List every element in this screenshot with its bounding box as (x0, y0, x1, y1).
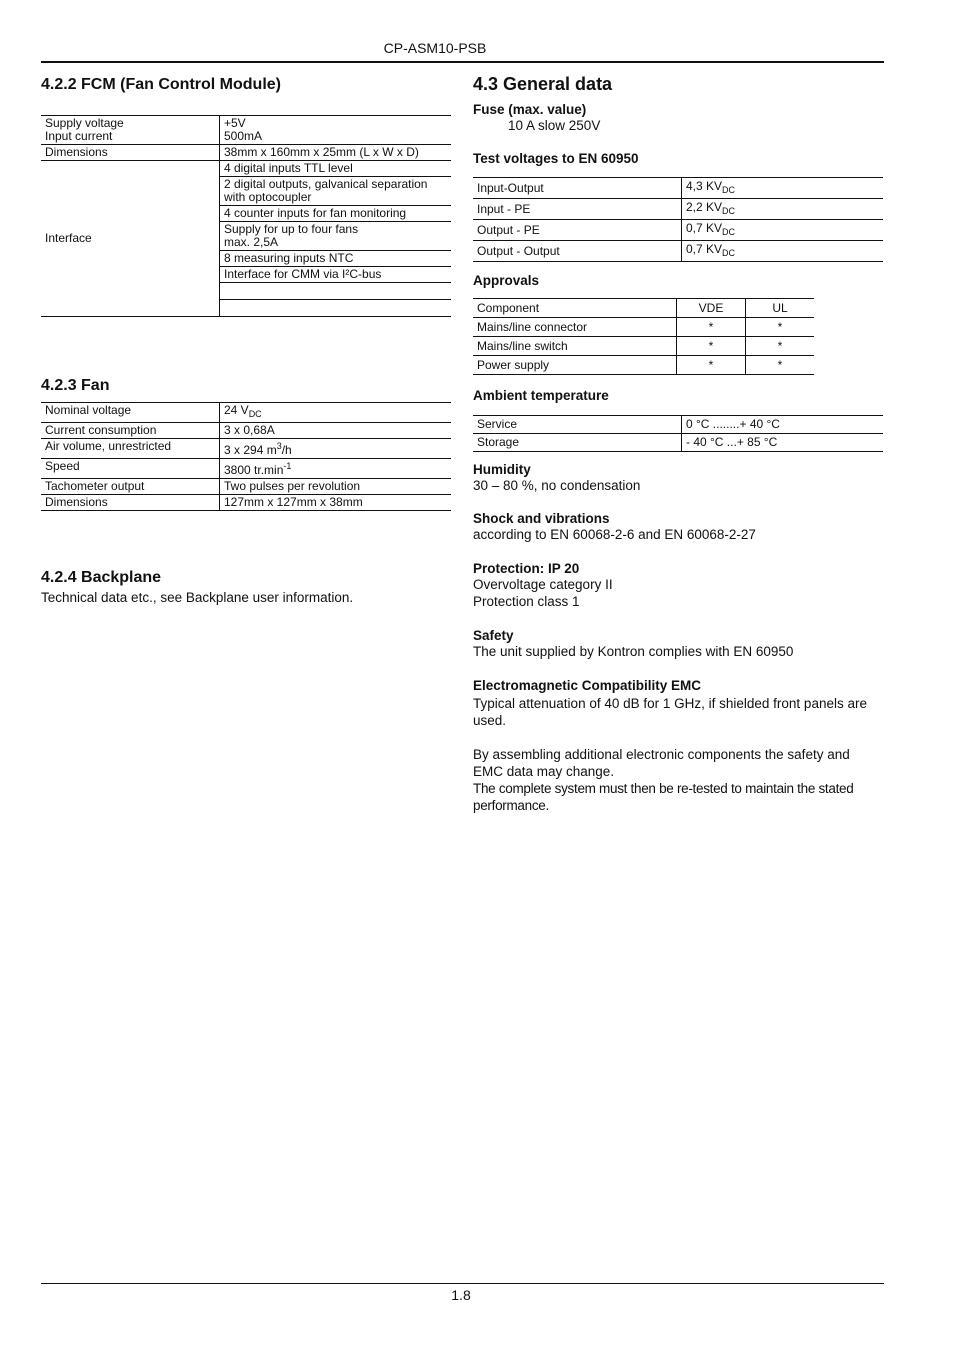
fan-key: Tachometer output (41, 479, 220, 495)
fan-value: 3800 tr.min (224, 463, 284, 477)
general-data-section (473, 74, 883, 814)
fan-table (41, 402, 451, 511)
test-value: 2,2 KV (686, 199, 723, 214)
table-row (473, 356, 814, 375)
ambient-key: Service (473, 416, 682, 434)
backplane-heading: 4.2.4 Backplane (41, 569, 162, 586)
test-value-subscript: DC (722, 247, 736, 258)
fan-key: Dimensions (41, 495, 220, 511)
fcm-section (41, 76, 451, 317)
retest-note: The complete system must then be re-tested to maintain the stated performance. (473, 781, 854, 813)
approvals-cell: * (746, 356, 815, 375)
test-key: Output - Output (473, 241, 682, 262)
table-row (41, 116, 451, 145)
test-value-subscript: DC (722, 184, 736, 195)
fan-value: 3 x 294 m (224, 443, 277, 457)
test-key: Input - PE (473, 199, 682, 220)
fcm-key: Dimensions (41, 145, 220, 161)
approvals-cell: * (746, 318, 815, 337)
fcm-interface-item (220, 300, 452, 317)
protection-line: Protection class 1 (473, 594, 580, 609)
table-row (473, 241, 883, 262)
footer-rule (41, 1283, 884, 1284)
table-row (473, 416, 883, 434)
general-heading: 4.3 General data (473, 74, 613, 94)
fan-key: Current consumption (41, 423, 220, 439)
approvals-cell: Power supply (473, 356, 677, 375)
table-row (41, 479, 451, 495)
fcm-interface-item: 8 measuring inputs NTC (220, 251, 452, 267)
fan-key: Nominal voltage (41, 403, 220, 423)
table-row (41, 423, 451, 439)
approvals-cell: * (677, 337, 746, 356)
shock-text: according to EN 60068-2-6 and EN 60068-2-27 (473, 527, 756, 542)
page-number: 1.8 (451, 1287, 471, 1303)
test-value-subscript: DC (722, 205, 736, 216)
document-title: CP-ASM10-PSB (383, 40, 487, 56)
fan-value-unit: /h (281, 443, 292, 457)
fuse-title: Fuse (max. value) (473, 102, 587, 117)
table-row (41, 161, 451, 177)
test-value: 4,3 KV (686, 178, 723, 193)
table-row (473, 220, 883, 241)
fan-value-subscript: DC (248, 409, 262, 419)
table-row (41, 459, 451, 479)
ambient-value: 0 °C ........+ 40 °C (682, 416, 884, 434)
emc-text: Typical attenuation of 40 dB for 1 GHz, if shielded front panels are used. (473, 696, 867, 728)
test-key: Input-Output (473, 178, 682, 199)
table-row (473, 318, 814, 337)
fcm-interface-item: Interface for CMM via I²C-bus (220, 267, 452, 283)
ambient-title: Ambient temperature (473, 388, 609, 403)
test-key: Output - PE (473, 220, 682, 241)
fcm-interface-item (220, 283, 452, 300)
fcm-heading: 4.2.2 FCM (Fan Control Module) (41, 76, 281, 93)
humidity-title: Humidity (473, 462, 531, 477)
table-row (473, 199, 883, 220)
fuse-value: 10 A slow 250V (508, 118, 601, 133)
fcm-key: Input current (45, 129, 113, 143)
ambient-value: - 40 °C ...+ 85 °C (682, 434, 884, 452)
table-row (41, 145, 451, 161)
approvals-header-cell: UL (746, 299, 815, 318)
table-row (41, 439, 451, 459)
fan-value-superscript: -1 (283, 461, 292, 471)
table-row (473, 337, 814, 356)
approvals-title: Approvals (473, 273, 540, 288)
fcm-interface-item: 2 digital outputs, galvanical separation (224, 177, 428, 191)
backplane-text: Technical data etc., see Backplane user information. (41, 590, 354, 605)
approvals-cell: * (677, 318, 746, 337)
table-row (41, 495, 451, 511)
fan-heading: 4.2.3 Fan (41, 377, 110, 394)
approvals-cell: * (677, 356, 746, 375)
table-row (473, 434, 883, 452)
approvals-cell: Mains/line switch (473, 337, 677, 356)
approvals-cell: Mains/line connector (473, 318, 677, 337)
ambient-key: Storage (473, 434, 682, 452)
table-row (41, 403, 451, 423)
fcm-value: 500mA (224, 129, 263, 143)
table-row (473, 299, 814, 318)
fcm-interface-item: 4 counter inputs for fan monitoring (220, 206, 452, 222)
approvals-header-cell: VDE (677, 299, 746, 318)
table-row (473, 178, 883, 199)
emc-title: Electromagnetic Compatibility EMC (473, 678, 702, 693)
protection-title: Protection: IP 20 (473, 561, 580, 576)
header-rule (41, 61, 884, 63)
fcm-interface-item: 4 digital inputs TTL level (220, 161, 452, 177)
ambient-table (473, 415, 883, 452)
fan-value: 24 V (224, 403, 249, 417)
fan-section (41, 377, 451, 511)
safety-text: The unit supplied by Kontron complies with EN 60950 (473, 644, 794, 659)
safety-note: By assembling additional electronic components the safety and EMC data may change. (473, 747, 850, 779)
shock-title: Shock and vibrations (473, 511, 610, 526)
humidity-text: 30 – 80 %, no condensation (473, 478, 641, 493)
fcm-value: 38mm x 160mm x 25mm (L x W x D) (220, 145, 452, 161)
test-value: 0,7 KV (686, 241, 723, 256)
approvals-table (473, 298, 814, 375)
test-value: 0,7 KV (686, 220, 723, 235)
test-voltages-title: Test voltages to EN 60950 (473, 151, 639, 166)
fcm-interface-item: max. 2,5A (224, 235, 279, 249)
fan-value: Two pulses per revolution (220, 479, 452, 495)
test-voltages-table (473, 177, 883, 262)
fan-value-superscript: 3 (276, 441, 282, 451)
approvals-cell: * (746, 337, 815, 356)
protection-line: Overvoltage category II (473, 577, 613, 592)
backplane-section (41, 569, 451, 606)
fcm-key: Supply voltage (45, 116, 124, 130)
fan-key: Speed (41, 459, 220, 479)
fcm-interface-item: Supply for up to four fans (224, 222, 359, 236)
safety-title: Safety (473, 628, 514, 643)
fan-key: Air volume, unrestricted (41, 439, 220, 459)
fcm-value: +5V (224, 116, 246, 130)
approvals-header-cell: Component (473, 299, 677, 318)
fan-value: 3 x 0,68A (220, 423, 452, 439)
test-value-subscript: DC (722, 226, 736, 237)
fcm-table (41, 115, 451, 317)
fcm-interface-label: Interface (41, 161, 220, 317)
fcm-interface-item: with optocoupler (224, 190, 312, 204)
fan-value: 127mm x 127mm x 38mm (220, 495, 452, 511)
